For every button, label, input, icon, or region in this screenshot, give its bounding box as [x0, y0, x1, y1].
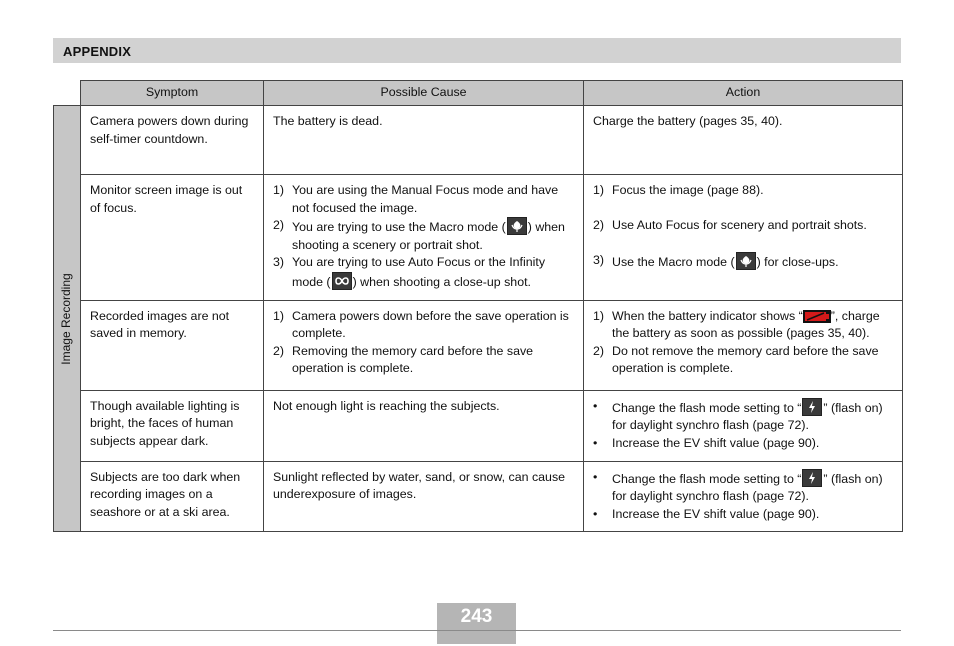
cause-cell: [264, 175, 584, 301]
list-item: 2) You are trying to use the Macro mode ( ) when shooting a scenery or portrait shot.: [273, 218, 565, 252]
macro-icon: [736, 252, 756, 270]
action-cell: [584, 390, 903, 461]
infinity-icon: [332, 272, 352, 290]
list-item: 1) Focus the image (page 88).: [593, 183, 764, 197]
table-row: [54, 461, 903, 532]
action-list: [593, 182, 893, 272]
cause-cell: [264, 390, 584, 461]
action-cell: [584, 461, 903, 532]
list-item: 1) When the battery indicator shows “ ”, charge the battery as soon as possible (pages 35, 40).: [593, 308, 880, 341]
table-row: [54, 390, 903, 461]
cause-cell: [264, 461, 584, 532]
cause-text: Sunlight reflected by water, sand, or snow, can cause underexposure of images.: [273, 469, 566, 502]
page-number-tab: [437, 631, 516, 644]
cause-text: The battery is dead.: [273, 114, 383, 128]
list-item: 3) You are trying to use Auto Focus or the Infinity mode ( ) when shooting a close-up shot.: [273, 255, 546, 289]
category-label: Image Recording: [59, 272, 74, 365]
cause-cell: [264, 106, 584, 175]
column-header-symptom: Symptom: [81, 81, 264, 106]
symptom-text: Though available lighting is bright, the faces of human subjects appear dark.: [90, 398, 240, 448]
page-number: 243: [437, 603, 516, 630]
macro-icon: [507, 217, 527, 235]
list-item: 1) Camera powers down before the save operation is complete.: [273, 308, 569, 341]
list-item: 3) Use the Macro mode ( ) for close-ups.: [593, 253, 839, 270]
symptom-text: Recorded images are not saved in memory.: [90, 308, 230, 341]
table-row: [54, 300, 903, 390]
symptom-cell: [81, 106, 264, 175]
cause-list: [273, 308, 574, 378]
symptom-text: Monitor screen image is out of focus.: [90, 183, 243, 215]
column-header-action: Action: [584, 81, 903, 106]
action-text: Charge the battery (pages 35, 40).: [593, 114, 783, 128]
list-item: 2) Do not remove the memory card before the save operation is complete.: [593, 343, 879, 376]
table-row: [54, 106, 903, 175]
list-item: • Change the flash mode setting to “ ” (flash on) for daylight synchro flash (page 72).: [593, 398, 883, 433]
list-item: • Increase the EV shift value (page 90).: [593, 506, 820, 521]
action-list: [593, 469, 893, 524]
symptom-cell: [81, 300, 264, 390]
action-cell: [584, 175, 903, 301]
column-header-cause: Possible Cause: [264, 81, 584, 106]
list-item: 2) Removing the memory card before the save operation is complete.: [273, 343, 534, 376]
symptom-text: Camera powers down during self-timer countdown.: [90, 114, 249, 146]
symptom-cell: [81, 390, 264, 461]
section-header-bar: [53, 38, 901, 63]
flash-icon: [802, 398, 822, 416]
list-item: 1) You are using the Manual Focus mode and have not focused the image.: [273, 183, 559, 215]
table-corner: [54, 81, 81, 106]
action-cell: [584, 106, 903, 175]
troubleshooting-table: [53, 80, 903, 532]
table-header-row: [54, 81, 903, 106]
action-list: [593, 398, 893, 453]
section-title: APPENDIX: [63, 44, 132, 59]
battery-empty-icon: [803, 310, 831, 323]
action-cell: [584, 300, 903, 390]
symptom-text: Subjects are too dark when recording images on a seashore or at a ski area.: [90, 469, 241, 519]
flash-icon: [802, 469, 822, 487]
list-item: • Increase the EV shift value (page 90).: [593, 435, 820, 450]
symptom-cell: [81, 461, 264, 532]
cause-text: Not enough light is reaching the subjects.: [273, 398, 500, 413]
action-list: [593, 308, 893, 378]
category-sidebar: [54, 106, 81, 532]
table-row: [54, 175, 903, 301]
symptom-cell: [81, 175, 264, 301]
cause-cell: [264, 300, 584, 390]
list-item: • Change the flash mode setting to “ ” (flash on) for daylight synchro flash (page 72).: [593, 469, 883, 504]
cause-list: [273, 182, 574, 292]
list-item: 2) Use Auto Focus for scenery and portrait shots.: [593, 218, 867, 233]
